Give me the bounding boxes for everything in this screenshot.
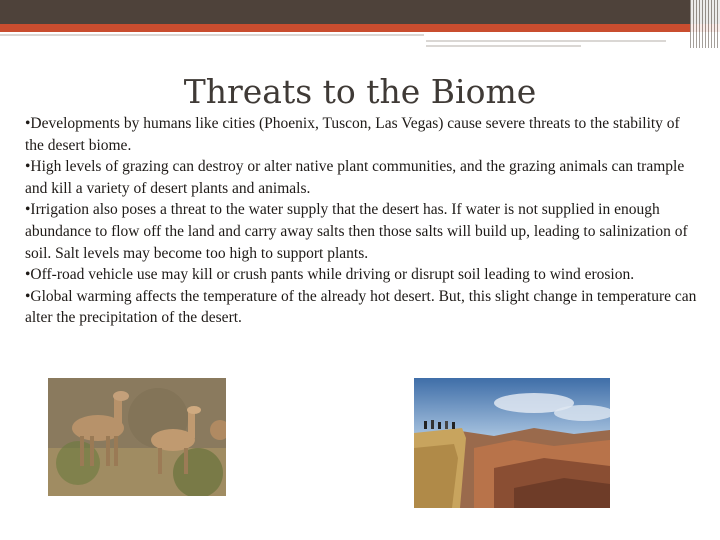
decorative-rule-short <box>426 45 581 47</box>
slide-body <box>25 113 700 329</box>
header-accent-stripe <box>0 24 720 32</box>
decorative-rule-left <box>0 34 424 36</box>
canyon-illustration <box>414 378 610 508</box>
desert-animals-illustration <box>48 378 226 496</box>
canyon-photo <box>414 378 610 508</box>
bullet-developments: •Developments by humans like cities (Phoenix, Tuscon, Las Vegas) cause severe threats to the stability of the desert biome. <box>25 115 680 154</box>
decorative-rule-right <box>426 40 666 42</box>
decorative-corner-lines <box>690 0 720 48</box>
desert-animals-photo <box>48 378 226 496</box>
bullet-irrigation: •Irrigation also poses a threat to the water supply that the desert has. If water is not supplied in enough abundance to flow off the land and carry away salts then those salts will build up, leading to salinization of soil. Salt levels may become too high to support plants. <box>25 201 688 262</box>
slide-title: Threats to the Biome <box>183 72 537 111</box>
bullet-off-road: •Off-road vehicle use may kill or crush pants while driving or disrupt soil leading to wind erosion. <box>25 266 635 284</box>
header-band <box>0 0 720 24</box>
bullet-global-warming: •Global warming affects the temperature of the already hot desert. But, this slight change in temperature can alter the precipitation of the desert. <box>25 287 697 327</box>
bullet-grazing: •High levels of grazing can destroy or alter native plant communities, and the grazing animals can trample and kill a variety of desert plants and animals. <box>25 158 685 197</box>
